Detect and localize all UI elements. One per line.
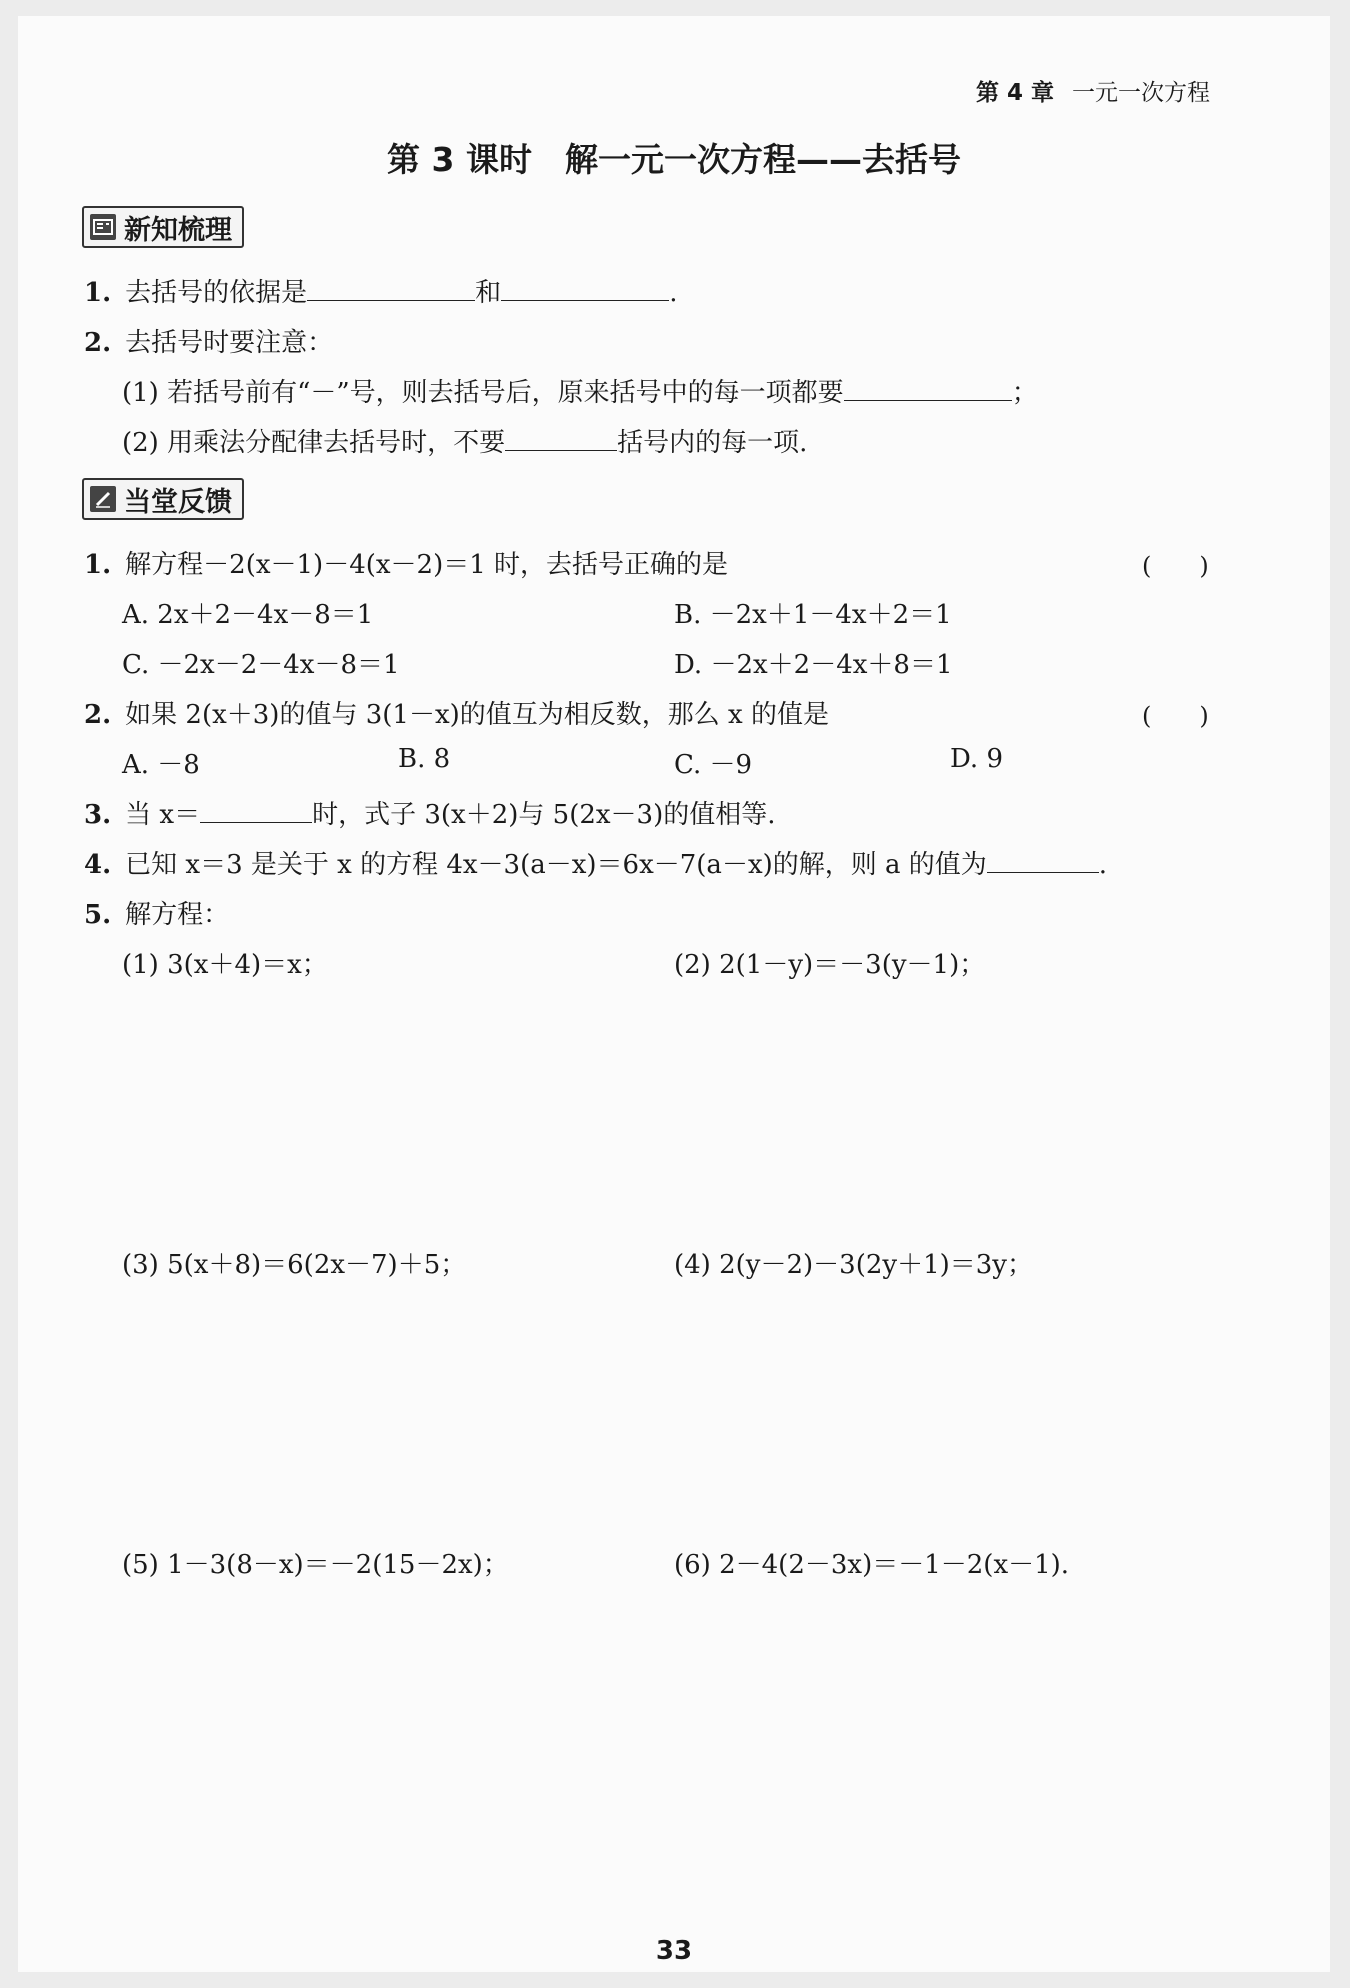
- answer-blank[interactable]: [200, 798, 312, 823]
- option-c: C. －2x－2－4x－8＝1: [122, 650, 400, 680]
- section-label: 当堂反馈: [124, 486, 232, 518]
- feedback-question-2: 2. 如果 2(x＋3)的值与 3(1－x)的值互为相反数，那么 x 的值是: [84, 700, 829, 730]
- option-a: A. 2x＋2－4x－8＝1: [122, 600, 374, 630]
- worksheet-page: [18, 16, 1330, 1972]
- answer-parentheses[interactable]: ( ): [1142, 552, 1209, 580]
- knowledge-question-2-2: (2) 用乘法分配律去括号时，不要 括号内的每一项.: [122, 428, 808, 458]
- option-c: C. －9: [674, 750, 753, 780]
- knowledge-question-1: 1. 去括号的依据是 和 .: [84, 278, 678, 308]
- section-new-knowledge-badge: [82, 206, 244, 248]
- equation-item: (3) 5(x＋8)＝6(2x－7)＋5；: [122, 1250, 467, 1280]
- answer-blank[interactable]: [501, 276, 669, 301]
- book-icon: [90, 214, 116, 240]
- feedback-question-1: 1. 解方程－2(x－1)－4(x－2)＝1 时，去括号正确的是: [84, 550, 729, 580]
- equation-item: (6) 2－4(2－3x)＝－1－2(x－1).: [674, 1550, 1070, 1580]
- option-d: D. 9: [950, 744, 1003, 774]
- answer-blank[interactable]: [505, 426, 617, 451]
- option-d: D. －2x＋2－4x＋8＝1: [674, 650, 953, 680]
- chapter-header: [976, 74, 1210, 107]
- equation-item: (2) 2(1－y)＝－3(y－1)；: [674, 950, 986, 980]
- answer-blank[interactable]: [987, 848, 1099, 873]
- chapter-number: 第 4 章: [976, 80, 1055, 106]
- answer-blank[interactable]: [844, 376, 1012, 401]
- option-b: B. －2x＋1－4x＋2＝1: [674, 600, 952, 630]
- answer-parentheses[interactable]: ( ): [1142, 702, 1209, 730]
- option-a: A. －8: [122, 750, 200, 780]
- answer-blank[interactable]: [307, 276, 475, 301]
- feedback-question-3: 3. 当 x＝ 时，式子 3(x＋2)与 5(2x－3)的值相等.: [84, 800, 776, 830]
- page-title: 第 3 课时 解一元一次方程——去括号: [387, 140, 961, 179]
- equation-item: (4) 2(y－2)－3(2y＋1)＝3y；: [674, 1250, 1033, 1280]
- section-class-feedback-badge: [82, 478, 244, 520]
- equation-item: (1) 3(x＋4)＝x；: [122, 950, 328, 980]
- section-label: 新知梳理: [124, 214, 232, 246]
- knowledge-question-2: 2. 去括号时要注意：: [84, 328, 334, 358]
- equation-item: (5) 1－3(8－x)＝－2(15－2x)；: [122, 1550, 509, 1580]
- feedback-question-4: 4. 已知 x＝3 是关于 x 的方程 4x－3(a－x)＝6x－7(a－x)的解，则 a 的值为 .: [84, 850, 1108, 880]
- feedback-question-5: 5. 解方程：: [84, 900, 230, 930]
- page-number: 33: [655, 1936, 693, 1966]
- knowledge-question-2-1: (1) 若括号前有“－”号，则去括号后，原来括号中的每一项都要 ；: [122, 378, 1038, 408]
- option-b: B. 8: [398, 744, 451, 774]
- chapter-title: 一元一次方程: [1072, 80, 1211, 106]
- pencil-icon: [90, 486, 116, 512]
